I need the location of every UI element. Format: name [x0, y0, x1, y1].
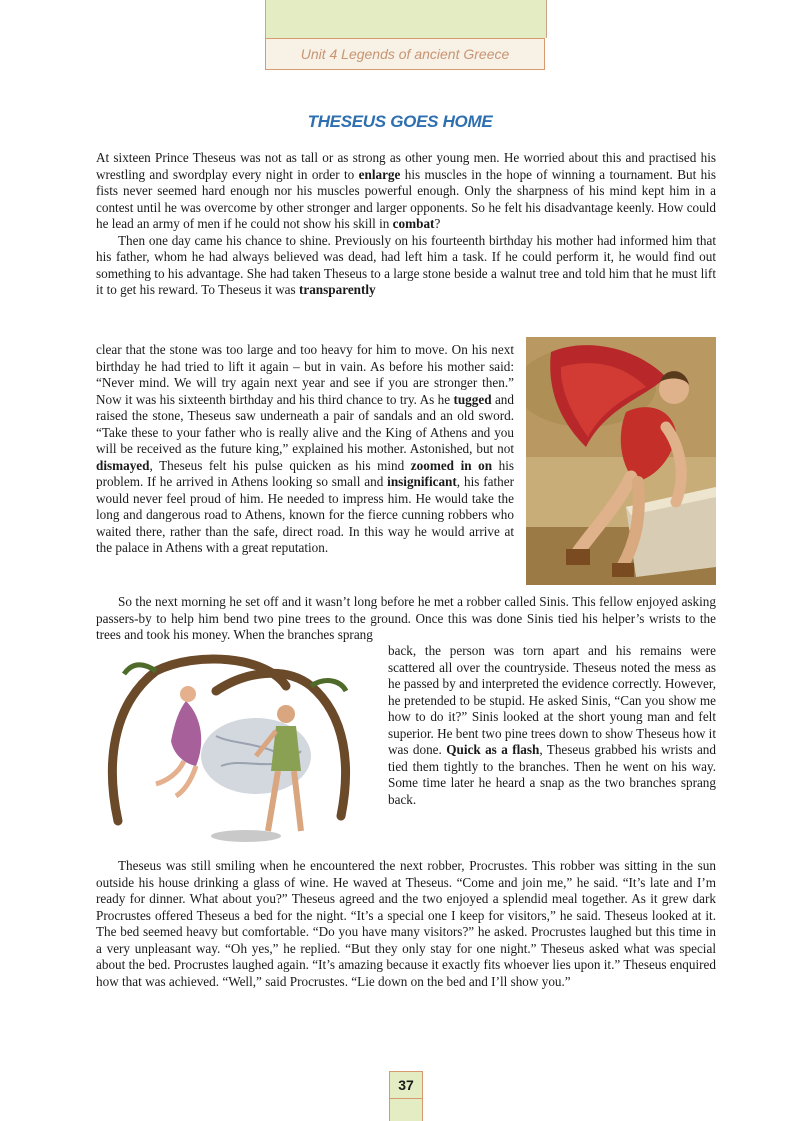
vocab-dismayed: dismayed	[96, 457, 150, 473]
paragraph-4: Theseus was still smiling when he encountered the next robber, Procrustes. This robber was sitting in the sun outside his house drinking a glass of wine. He waved at Theseus. “Come and join me,” he said. “It’s late and I’m ready for dinner. What about you?” Theseus agreed and the two enjoyed a splendid meal together. As it grew dark Procrustes offered Theseus a bed for the night. “It’s a special one I keep for visitors,” he said. Theseus looked at it. The bed seemed heavy but comfortable. “Do you have many visitors?” he asked. Procrustes laughed but this time in a very unpleasant way. “Oh yes,” he replied. “But they only stay for one night.” Theseus asked what was special about the bed. Procrustes laughed again. “It’s amazing because it exactly fits whoever lies upon it.” Theseus enquired how that was achieved. “Well,” said Procrustes. “Lie down on the bed and I’ll show you.”	[96, 858, 716, 989]
vocab-tugged: tugged	[453, 391, 492, 407]
text-block-1	[96, 150, 716, 299]
paragraph-2-start: Then one day came his chance to shine. Previously on his fourteenth birthday his mother had informed him that his father, whom he had always believed was dead, had left him a task. If he could perform it, he would find out something to his advantage. She had taken Theseus to a large stone beside a walnut tree and told him that he must lift it to get his reward. To Theseus it was transparently	[96, 232, 716, 297]
page-number: 37	[389, 1071, 423, 1099]
text-block-2	[96, 342, 514, 557]
vocab-enlarge: enlarge	[358, 166, 401, 182]
vocab-transparently: transparently	[298, 282, 376, 297]
vocab-combat: combat	[392, 216, 435, 231]
text-block-4	[388, 643, 716, 808]
vocab-insignificant: insignificant	[387, 474, 457, 489]
paragraph-1: At sixteen Prince Theseus was not as tall or as strong as other young men. He worried about this and practised his wrestling and swordplay every night in order to enlarge his muscles in the hope of winning a tournament. But his fists never seemed hard enough nor his muscles powerful enough. Only the sharpness of his mind kept him in a contest until he was overcome by other stronger and larger opponents. So he felt his disadvantage keenly. How could he lead an army of men if he could not show his skill in combat?	[96, 150, 716, 231]
vocab-quick-as-a-flash: Quick as a flash	[446, 742, 540, 757]
paragraph-3-start: So the next morning he set off and it wasn’t long before he met a robber called Sinis. This fellow enjoyed asking passers-by to help him bend two pine trees to the ground. Once this was done Sinis tied his helper’s wrists to the trees and took his money. When the branches sprang	[96, 594, 716, 642]
paragraph-3-continued: back, the person was torn apart and his remains were scattered all over the countryside. Theseus noted the mess as he passed by and interpreted the evidence correctly. However, he pretended to be stupid. He asked Sinis, “Can you show me how to do it?” Sinis looked at the short young man and felt superior. He bent two pine trees down to show Theseus how it was done. Quick as a flash, Theseus grabbed his wrists and tied them tightly to the branches. Then he went on his way. Some time later he heard a snap as the two branches sprang back.	[388, 643, 716, 807]
unit-title: Unit 4 Legends of ancient Greece	[300, 46, 510, 62]
theseus-lifting-stone-image	[526, 337, 716, 585]
footer-band	[389, 1099, 423, 1121]
sinis-pine-trees-image	[96, 646, 378, 846]
text-block-5	[96, 858, 716, 990]
paragraph-2-continued: clear that the stone was too large and too heavy for him to move. On his next birthday he had tried to lift it again – but in vain. As before his mother said: “Never mind. We will try again next year and see if you are stronger then.” Now it was his sixteenth birthday and his third chance to try. As he tugged and raised the stone, Theseus saw underneath a pair of sandals and an old sword. “Take these to your father who is really alive and the King of Athens and you will be received as the future king,” explained his mother. Astonished, but not dismayed, Theseus felt his pulse quicken as his mind zoomed in on his problem. If he arrived in Athens looking so small and insignificant, his father would never feel proud of him. He needed to impress him. He would take the long and dangerous road to Athens, known for the fierce cunning robbers who waited there, rather than the safe, direct road. In this way he would arrive at the palace in Athens with a great reputation.	[96, 342, 514, 555]
vocab-zoomed-in-on: zoomed in on	[410, 457, 493, 473]
text-block-3	[96, 594, 716, 644]
header-band	[265, 0, 547, 38]
unit-header	[265, 38, 545, 70]
story-title: THESEUS GOES HOME	[307, 112, 493, 131]
